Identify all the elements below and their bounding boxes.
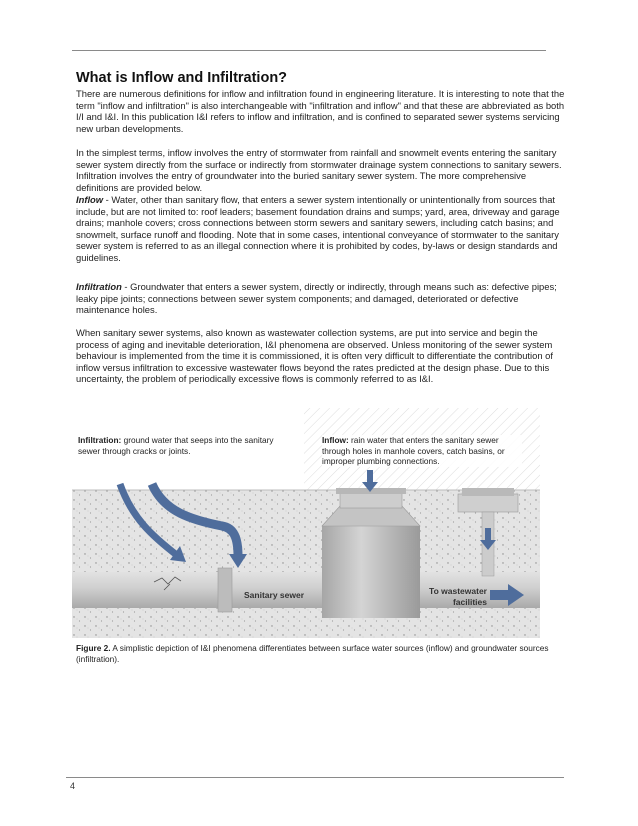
paragraph-infiltration-definition [76,281,570,316]
pipe-joint [218,568,232,612]
infiltration-definition-text: - Groundwater that enters a sewer system, directly or indirectly, through means such as: defective pipes; leaky pipe joints; connections between sewer system components; and damaged, deteriorated or defective maintenance holes. [76,281,557,316]
figure-caption-text: A simplistic depiction of I&I phenomena differentiates between surface water sources (inflow) and groundwater sources (infiltration). [76,643,549,664]
manhole-chamber [322,526,420,618]
wastewater-facilities-label [417,586,487,607]
inflow-callout-term: Inflow: [322,435,349,445]
inflow-callout-text: rain water that enters the sanitary sewer through holes in manhole covers, catch basins, or improper plumbing connections. [322,435,505,466]
paragraph-inflow-definition [76,194,570,264]
figure-caption-label: Figure 2. [76,643,111,653]
infiltration-term: Infiltration [76,281,122,292]
paragraph-aging-systems: When sanitary sewer systems, also known as wastewater collection systems, are put into service and begin the process of aging and inevitable deterioration, I&I phenomena are observed. Unless monitoring of the sewer system behaviour is implemented from the time it is commissioned, it is often very difficult to differentiate the contribution of inflow versus infiltration to excessive wastewater flows beyond the rates predicted at the design phase. Due to this uncertainty, the problem of periodically excessive flows is commonly referred to as I&I. [76,327,553,385]
figure-caption [76,643,566,665]
page-number: 4 [70,781,76,791]
infiltration-callout-term: Infiltration: [78,435,122,445]
catch-basin [458,494,518,512]
outflow-arrow [490,590,510,600]
inflow-arrow [367,470,373,482]
inflow-definition-text: - Water, other than sanitary flow, that enters a sewer system intentionally or unintentionally from sources that include, but are not limited to: roof leaders; basement foundation drains and sumps; yard, area, driveway and garage drains; manhole covers; cross connections between storm sewers and sanitary sewers, including catch basins; and snowmelt, surface runoff and flooding. Note that in some cases, intentional conveyance of stormwater to the sanitary sewer system is referred to as an illegal connection where it is prohibited by codes, by-laws or design standards and guidelines. [76,194,560,263]
paragraph-simple-terms: In the simplest terms, inflow involves the entry of stormwater from rainfall and snowmelt events entering the sanitary sewer system directly from the surface or indirectly from stormwater drainage system connections to sanitary sewers. Infiltration involves the entry of groundwater into the buried sanitary sewer system. The more comprehensive definitions are provided below. [76,147,562,193]
inflow-callout [322,435,522,467]
infiltration-callout [78,435,288,456]
paragraph-definitions-intro: There are numerous definitions for inflow and infiltration found in engineering literature. It is interesting to note that the term "inflow and infiltration" is also interchangeable with "infiltration and inflow" and that these are abbreviated as both I/I and I&I. In this publication I&I refers to inflow and infiltration, and is confined to separated sewer systems servicing new urban developments. [76,88,565,134]
infiltration-callout-text: ground water that seeps into the sanitary sewer through cracks or joints. [78,435,274,456]
catch-basin-inflow-arrow [485,528,491,540]
wastewater-label-line1: To wastewater [429,586,487,596]
inflow-term: Inflow [76,194,104,205]
figure-inflow-infiltration-diagram [72,408,540,638]
sanitary-sewer-label: Sanitary sewer [244,590,305,600]
page-title: What is Inflow and Infiltration? [76,70,288,86]
wastewater-label-line2: facilities [452,596,487,607]
footer-rule [66,777,564,778]
header-rule [72,50,546,51]
